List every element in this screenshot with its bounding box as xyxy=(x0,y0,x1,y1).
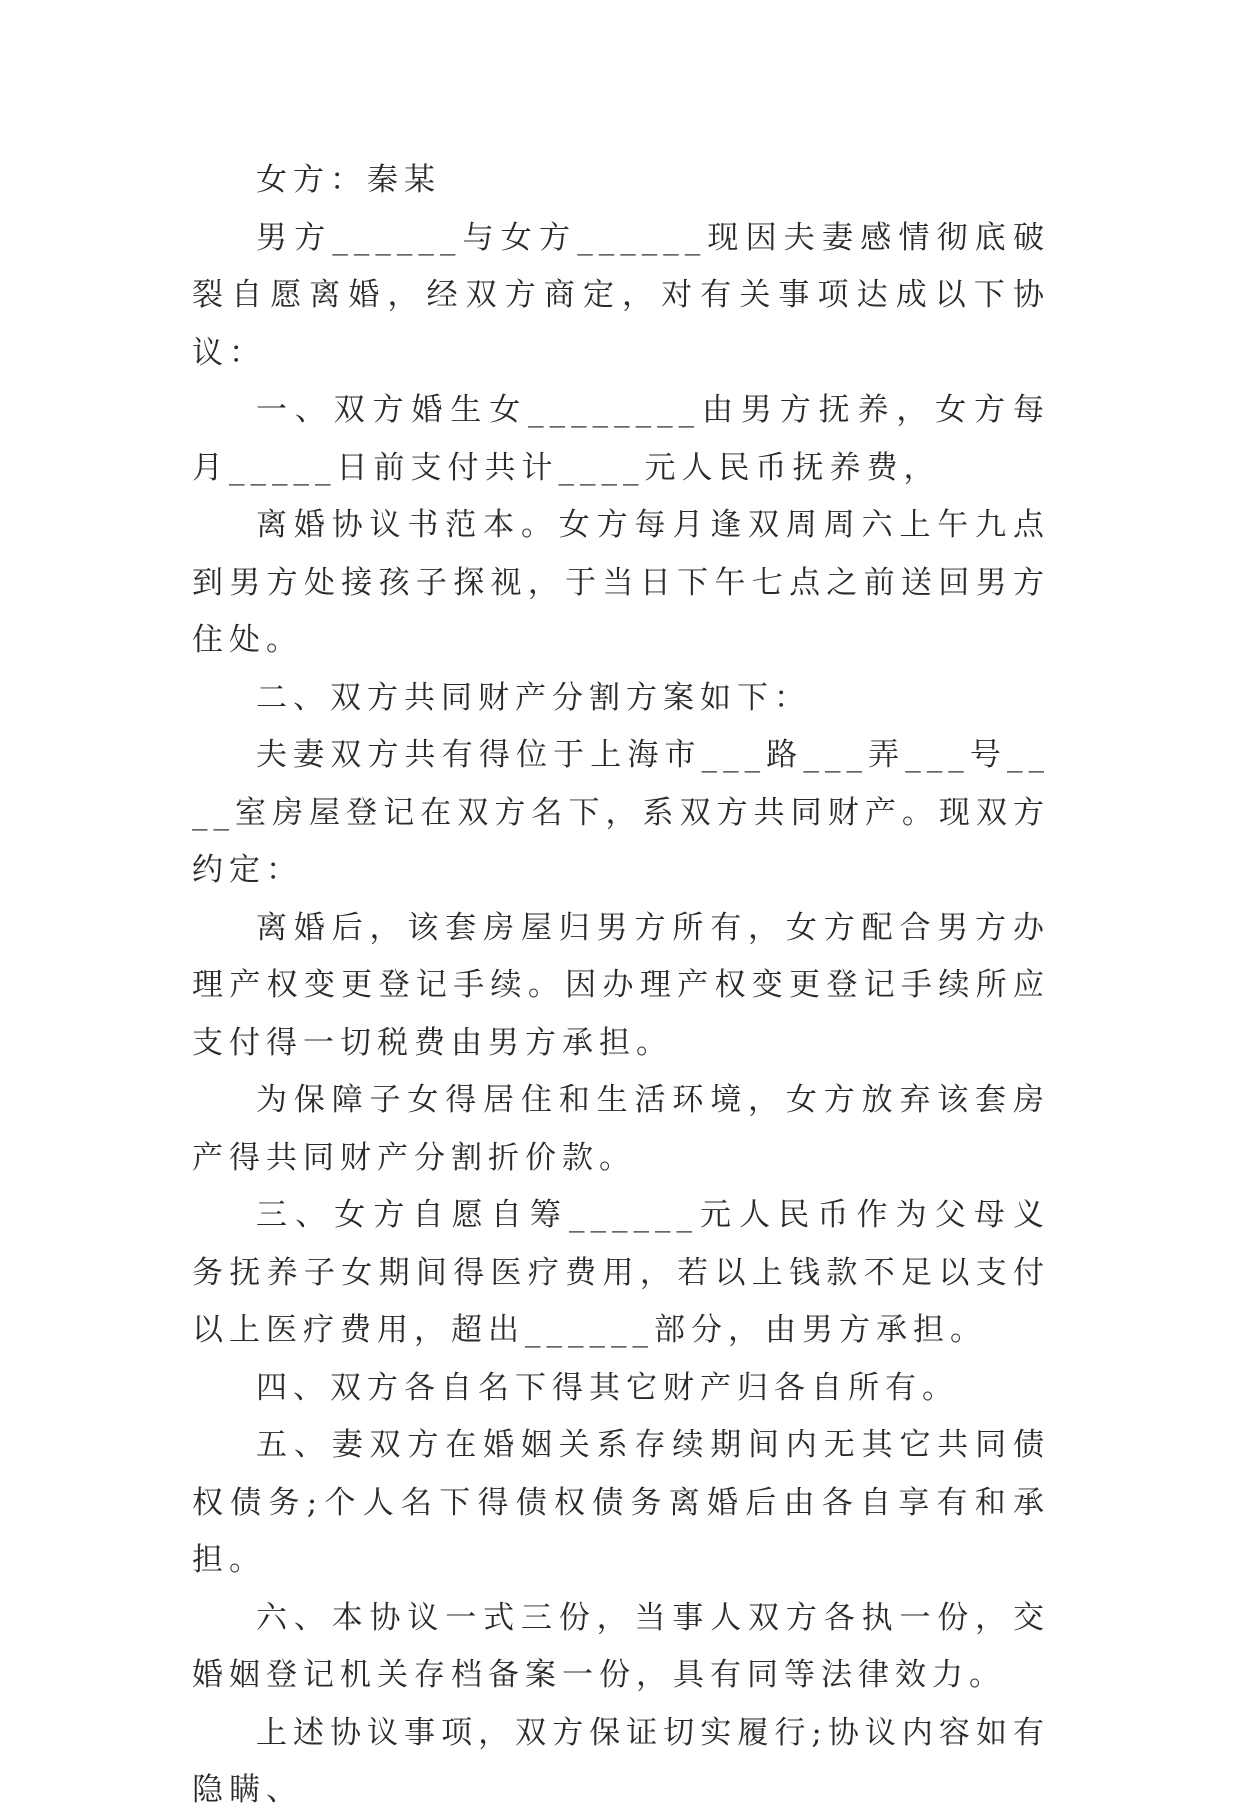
paragraph-closing: 上述协议事项，双方保证切实履行;协议内容如有隐瞒、 xyxy=(192,1714,1050,1808)
paragraph-clause-3: 三、女方自愿自筹______元人民币作为父母义务抚养子女期间得医疗费用，若以上钱款不足以支付以上医疗费用，超出______部分，由男方承担。 xyxy=(192,1197,1050,1348)
paragraph-clause-2: 二、双方共同财产分割方案如下： xyxy=(256,679,811,716)
paragraph-property: 夫妻双方共有得位于上海市___路___弄___号____室房屋登记在双方名下，系双方共同财产。现双方约定： xyxy=(192,737,1050,888)
paragraph-clause-6: 六、本协议一式三份，当事人双方各执一份，交婚姻登记机关存档备案一份，具有同等法律效力。 xyxy=(192,1599,1050,1693)
paragraph-house-ownership: 离婚后，该套房屋归男方所有，女方配合男方办理产权变更登记手续。因办理产权变更登记手续所应支付得一切税费由男方承担。 xyxy=(192,909,1050,1061)
document-body xyxy=(192,152,1050,1820)
paragraph-waiver: 为保障子女得居住和生活环境，女方放弃该套房产得共同财产分割折价款。 xyxy=(192,1082,1050,1176)
paragraph-clause-4: 四、双方各自名下得其它财产归各自所有。 xyxy=(256,1369,959,1406)
paragraph-intro: 男方______与女方______现因夫妻感情彻底破裂自愿离婚，经双方商定，对有关事项达成以下协议： xyxy=(192,219,1050,371)
paragraph-clause-1: 一、双方婚生女________由男方抚养，女方每月_____日前支付共计____元人民币抚养费， xyxy=(192,392,1050,486)
paragraph-visitation: 离婚协议书范本。女方每月逢双周周六上午九点到男方处接孩子探视，于当日下午七点之前送回男方住处。 xyxy=(192,507,1050,658)
paragraph-clause-5: 五、妻双方在婚姻关系存续期间内无其它共同债权债务;个人名下得债权债务离婚后由各自享有和承担。 xyxy=(192,1427,1050,1578)
paragraph-female-party: 女方：秦某 xyxy=(256,162,441,198)
